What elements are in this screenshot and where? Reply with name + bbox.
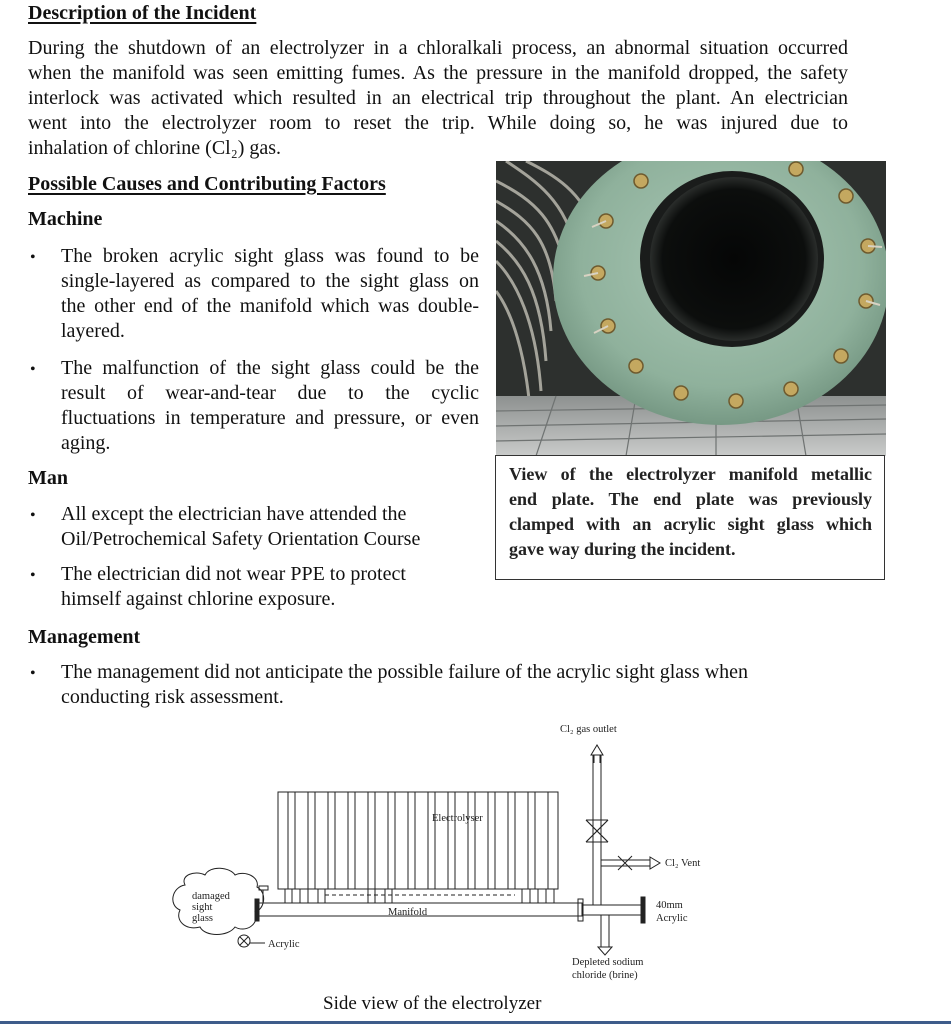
gas-outlet-label: Cl₂ gas outlet (560, 724, 617, 735)
end-plate-illustration (496, 161, 886, 456)
bullet-line: layered. (61, 320, 125, 342)
incident-line: when the manifold was seen emitting fumes. As the pressure in the manifold dropped, the safety (28, 62, 848, 84)
incident-paragraph (28, 36, 848, 161)
management-bullet-1 (61, 660, 861, 710)
photo-caption-box (495, 455, 885, 580)
manifold-label: Manifold (388, 907, 428, 918)
causes-heading: Possible Causes and Contributing Factors (28, 173, 386, 195)
incident-line: inhalation of chlorine (Cl₂) gas. (28, 137, 282, 159)
damaged-sight-glass-label: glass (192, 913, 213, 924)
diagram-caption: Side view of the electrolyzer (323, 993, 542, 1014)
bullet-symbol: • (30, 665, 36, 682)
management-subheading: Management (28, 626, 141, 648)
man-subheading: Man (28, 467, 68, 489)
acrylic-40mm-label: Acrylic (656, 913, 688, 924)
brine-label: Depleted sodium (572, 957, 644, 968)
bullet-line: The electrician did not wear PPE to protect (61, 563, 406, 585)
incident-heading: Description of the Incident (28, 2, 257, 24)
caption-line: gave way during the incident. (509, 539, 736, 559)
man-bullet-2 (61, 562, 481, 612)
bullet-line: conducting risk assessment. (61, 686, 284, 708)
bullet-line: Oil/Petrochemical Safety Orientation Course (61, 528, 421, 550)
caption-line: end plate. The end plate was previously (509, 489, 872, 509)
vent-label: Cl₂ Vent (665, 858, 701, 869)
bullet-line: himself against chlorine exposure. (61, 588, 336, 610)
bullet-line: fluctuations in temperature and pressure, or even (61, 407, 479, 429)
incident-line: During the shutdown of an electrolyzer in a chloralkali process, an abnormal situation occurred (28, 37, 848, 59)
acrylic-40mm-label: 40mm (656, 900, 683, 911)
caption-line: View of the electrolyzer manifold metallic (509, 464, 872, 484)
electrolyser-label: Electrolyser (432, 813, 483, 824)
brine-label: chloride (brine) (572, 970, 638, 981)
manifold-end-plate-photo (496, 161, 886, 456)
bullet-symbol: • (30, 249, 36, 266)
caption-line: clamped with an acrylic sight glass which (509, 514, 872, 534)
bullet-line: result of wear-and-tear due to the cyclic (61, 382, 479, 404)
bullet-line: single-layered as compared to the sight glass on (61, 270, 479, 292)
bullet-line: the other end of the manifold which was double- (61, 295, 479, 317)
bullet-line: The management did not anticipate the possible failure of the acrylic sight glass when (61, 661, 749, 683)
electrolyser-cells (288, 792, 548, 889)
machine-bullet-1 (61, 244, 479, 344)
incident-line: went into the electrolyzer room to reset the trip. While doing so, he was injured due to (28, 112, 848, 134)
bullet-symbol: • (30, 567, 36, 584)
acrylic-label: Acrylic (268, 939, 300, 950)
diagram-svg (160, 715, 760, 995)
electrolyzer-side-view-diagram (160, 715, 760, 995)
machine-subheading: Machine (28, 208, 103, 230)
damaged-sight-glass-label: damaged (192, 891, 230, 902)
bullet-symbol: • (30, 361, 36, 378)
damaged-sight-glass-label: sight (192, 902, 213, 913)
incident-line: interlock was activated which resulted in an electrical trip throughout the plant. An electrician (28, 87, 848, 109)
bullet-symbol: • (30, 507, 36, 524)
bullet-line: The malfunction of the sight glass could be the (61, 357, 479, 379)
bullet-line: The broken acrylic sight glass was found to be (61, 245, 479, 267)
electrolyser-body (278, 792, 558, 889)
man-bullet-1 (61, 502, 481, 552)
bullet-line: All except the electrician have attended the (61, 503, 407, 525)
bullet-line: aging. (61, 432, 111, 454)
machine-bullet-2 (61, 356, 479, 456)
